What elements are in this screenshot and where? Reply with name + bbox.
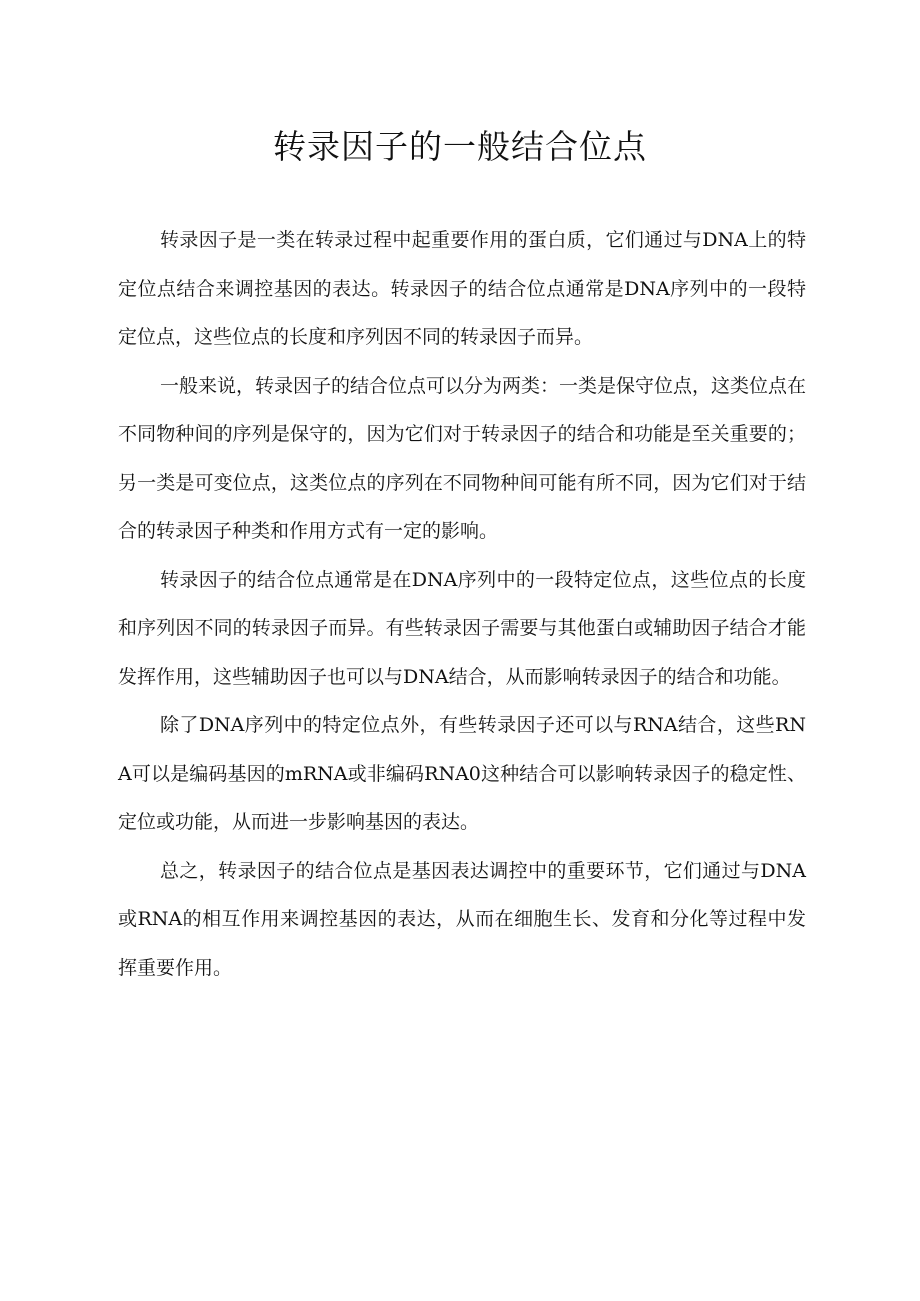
document-body [118, 216, 806, 992]
document-title: 转录因子的一般结合位点 [273, 127, 647, 166]
paragraph-4: 除了DNA序列中的特定位点外，有些转录因子还可以与RNA结合，这些RNA可以是编码基因的mRNA或非编码RNA0这种结合可以影响转录因子的稳定性、定位或功能，从而进一步影响基因的表达。 [118, 714, 806, 833]
paragraph-2: 一般来说，转录因子的结合位点可以分为两类：一类是保守位点，这类位点在不同物种间的序列是保守的，因为它们对于转录因子的结合和功能是至关重要的；另一类是可变位点，这类位点的序列在不同物种间可能有所不同，因为它们对于结合的转录因子种类和作用方式有一定的影响。 [118, 374, 807, 542]
paragraph-3: 转录因子的结合位点通常是在DNA序列中的一段特定位点，这些位点的长度和序列因不同的转录因子而异。有些转录因子需要与其他蛋白或辅助因子结合才能发挥作用，这些辅助因子也可以与DNA结合，从而影响转录因子的结合和功能。 [118, 568, 806, 688]
paragraph-5: 总之，转录因子的结合位点是基因表达调控中的重要环节，它们通过与DNA或RNA的相互作用来调控基因的表达，从而在细胞生长、发育和分化等过程中发挥重要作用。 [118, 859, 806, 979]
paragraph-1: 转录因子是一类在转录过程中起重要作用的蛋白质，它们通过与DNA上的特定位点结合来调控基因的表达。转录因子的结合位点通常是DNA序列中的一段特定位点，这些位点的长度和序列因不同的转录因子而异。 [118, 229, 806, 348]
